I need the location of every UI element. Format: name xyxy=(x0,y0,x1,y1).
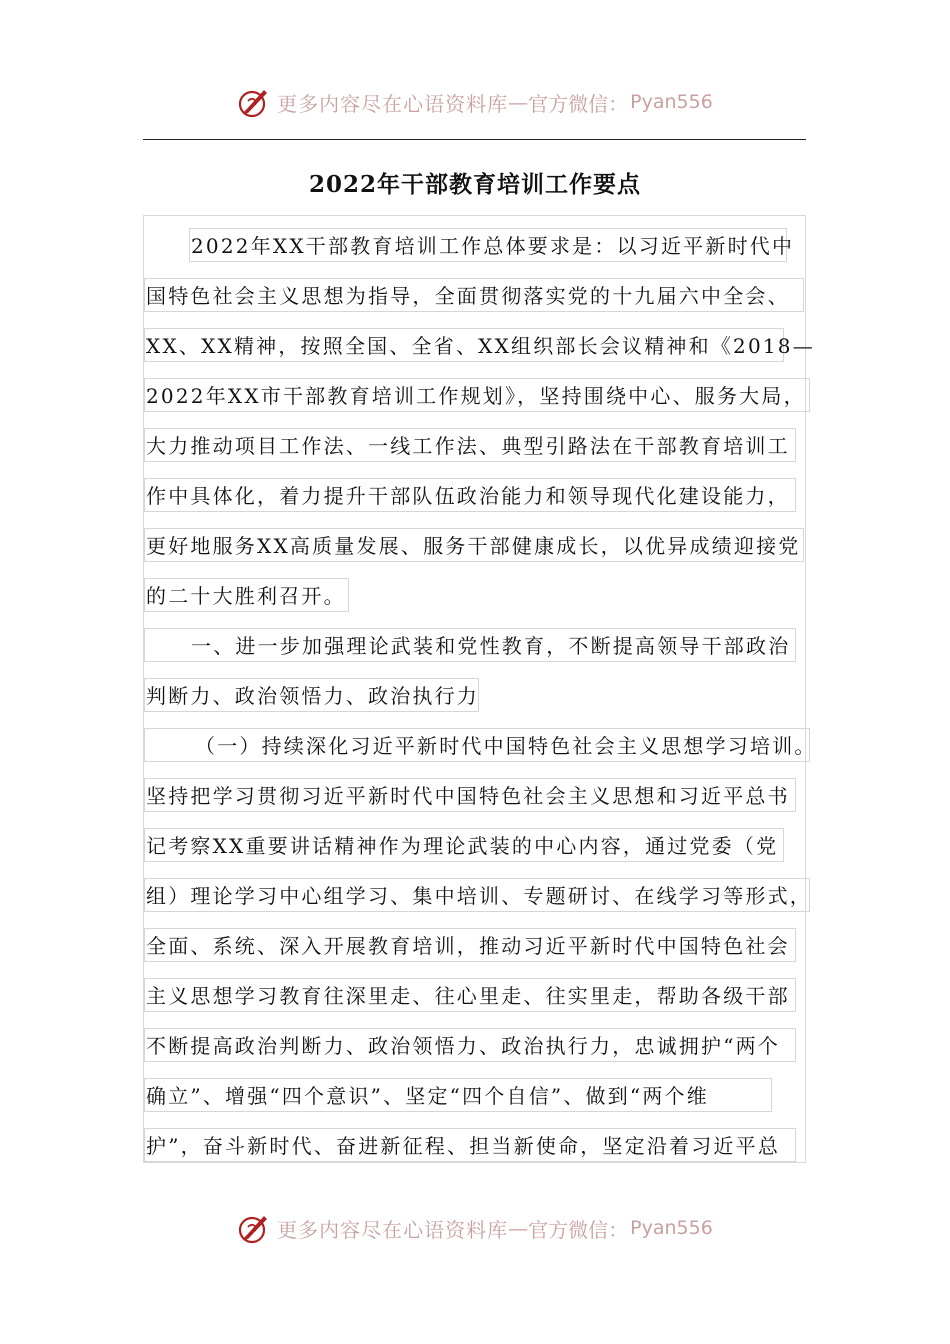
document-title: 2022年干部教育培训工作要点 xyxy=(308,171,641,198)
watermark-text: 更多内容尽在心语资料库 xyxy=(277,1217,509,1242)
text-line: 更好地服务XX高质量发展、服务干部健康成长，以优异成绩迎接党 xyxy=(144,528,804,562)
watermark-wechat-id: Pyan556 xyxy=(630,91,713,113)
section-heading-line: 判断力、政治领悟力、政治执行力 xyxy=(144,678,479,712)
document-body xyxy=(143,215,817,1163)
text-line: 作中具体化，着力提升干部队伍政治能力和领导现代化建设能力， xyxy=(144,478,796,512)
text-line: 记考察XX重要讲话精神作为理论武装的中心内容，通过党委（党 xyxy=(144,828,784,862)
text-line: 大力推动项目工作法、一线工作法、典型引路法在干部教育培训工 xyxy=(144,428,796,462)
text-line: XX、XX精神，按照全国、全省、XX组织部长会议精神和《2018— xyxy=(144,328,784,362)
header-divider xyxy=(143,139,806,140)
footer-watermark xyxy=(0,1208,950,1248)
text-line: 2022年XX干部教育培训工作总体要求是：以习近平新时代中 xyxy=(189,228,787,262)
text-line: 护”，奋斗新时代、奋进新征程、担当新使命，坚定沿着习近平总 xyxy=(144,1128,796,1162)
watermark-separator: — xyxy=(508,1216,529,1240)
text-line: 不断提高政治判断力、政治领悟力、政治执行力，忠诚拥护“两个 xyxy=(144,1028,796,1062)
watermark-wechat-label: 官方微信： xyxy=(528,91,629,116)
header-watermark xyxy=(0,82,950,122)
text-line: 确立”、增强“四个意识”、坚定“四个自信”、做到“两个维 xyxy=(144,1078,772,1112)
quill-logo-icon xyxy=(237,1211,271,1245)
watermark-separator: — xyxy=(508,90,529,114)
text-line: 坚持把学习贯彻习近平新时代中国特色社会主义思想和习近平总书 xyxy=(144,778,796,812)
watermark-text: 更多内容尽在心语资料库 xyxy=(277,91,509,116)
section-heading-line: 一、进一步加强理论武装和党性教育，不断提高领导干部政治 xyxy=(144,628,796,662)
text-line: 主义思想学习教育往深里走、往心里走、往实里走，帮助各级干部 xyxy=(144,978,796,1012)
text-line: 全面、系统、深入开展教育培训，推动习近平新时代中国特色社会 xyxy=(144,928,796,962)
text-line: 组）理论学习中心组学习、集中培训、专题研讨、在线学习等形式， xyxy=(144,878,810,912)
text-line: 2022年XX市干部教育培训工作规划》，坚持围绕中心、服务大局， xyxy=(144,378,810,412)
quill-logo-icon xyxy=(237,85,271,119)
subsection-heading-line: （一）持续深化习近平新时代中国特色社会主义思想学习培训。 xyxy=(144,728,810,762)
text-line: 国特色社会主义思想为指导，全面贯彻落实党的十九届六中全会、 xyxy=(144,278,804,312)
watermark-wechat-id: Pyan556 xyxy=(630,1217,713,1239)
text-line: 的二十大胜利召开。 xyxy=(144,578,349,612)
watermark-wechat-label: 官方微信： xyxy=(528,1217,629,1242)
